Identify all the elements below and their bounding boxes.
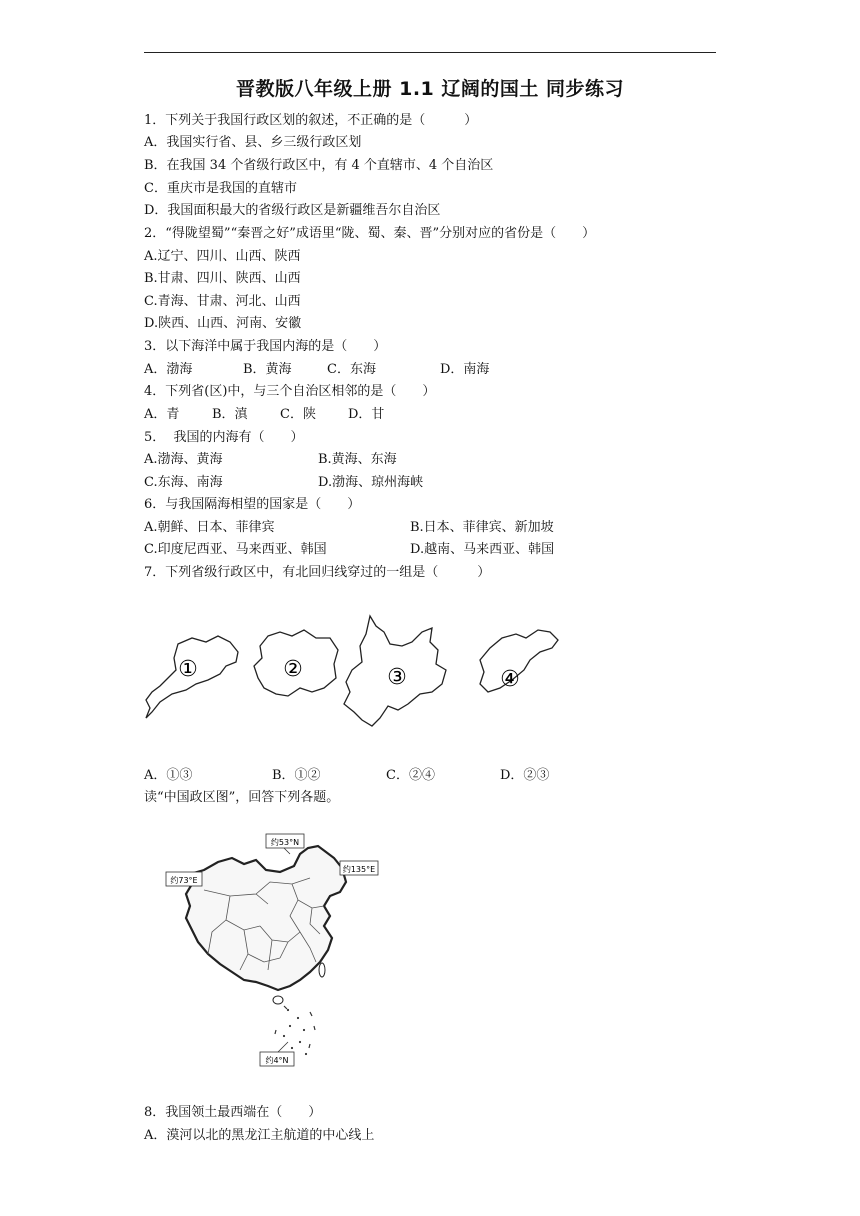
china-political-map	[160, 830, 380, 1075]
question-4-option-a[interactable]: A．青	[144, 407, 180, 422]
question-5-option-d[interactable]: D.渤海、琼州海峡	[318, 475, 424, 490]
header-rule	[144, 52, 716, 53]
page-title: 晋教版八年级上册 1.1 辽阔的国土 同步练习	[235, 78, 624, 100]
china-outline	[186, 846, 346, 990]
question-7-option-c[interactable]: C．②④	[386, 768, 435, 783]
north-latitude-label: 约53°N	[270, 838, 300, 847]
province-shape-4-label: ④	[500, 667, 520, 692]
question-5-stem: 5． 我国的内海有（ ）	[144, 430, 304, 445]
question-1-option-a[interactable]: A．我国实行省、县、乡三级行政区划	[144, 135, 362, 150]
question-6-stem: 6．与我国隔海相望的国家是（ ）	[144, 497, 361, 512]
hainan-island	[273, 996, 283, 1004]
province-shape-2-label: ②	[283, 657, 303, 682]
question-8-stem: 8．我国领土最西端在（ ）	[144, 1105, 322, 1120]
east-longitude-label: 约135°E	[342, 865, 376, 874]
question-2-stem: 2．“得陇望蜀”“秦晋之好”成语里“陇、蜀、秦、晋”分别对应的省份是（ ）	[144, 226, 596, 241]
question-5-option-a[interactable]: A.渤海、黄海	[144, 452, 223, 467]
question-3-stem: 3．以下海洋中属于我国内海的是（ ）	[144, 339, 387, 354]
west-longitude-label: 约73°E	[170, 876, 198, 885]
south-sea-islands	[283, 1009, 307, 1055]
question-3-option-c[interactable]: C．东海	[327, 362, 376, 377]
question-1-option-d[interactable]: D．我国面积最大的省级行政区是新疆维吾尔自治区	[144, 203, 441, 218]
province-shape-3-label: ③	[387, 665, 407, 690]
question-6-option-d[interactable]: D.越南、马来西亚、韩国	[410, 542, 555, 557]
question-4-stem: 4．下列省(区)中，与三个自治区相邻的是（ ）	[144, 384, 436, 399]
question-5-option-b[interactable]: B.黄海、东海	[318, 452, 397, 467]
question-4-option-c[interactable]: C．陕	[280, 407, 316, 422]
question-2-option-c[interactable]: C.青海、甘肃、河北、山西	[144, 294, 301, 309]
question-7-option-a[interactable]: A．①③	[144, 768, 193, 783]
question-1-stem: 1．下列关于我国行政区划的叙述，不正确的是（ ）	[144, 113, 478, 128]
map-intro: 读“中国政区图”，回答下列各题。	[144, 790, 340, 805]
question-7-option-d[interactable]: D．②③	[500, 768, 550, 783]
question-1-option-c[interactable]: C．重庆市是我国的直辖市	[144, 181, 297, 196]
taiwan-island	[319, 963, 325, 977]
question-7-stem: 7．下列省级行政区中，有北回归线穿过的一组是（ ）	[144, 565, 491, 580]
question-3-option-b[interactable]: B．黄海	[243, 362, 292, 377]
question-3-option-d[interactable]: D．南海	[440, 362, 490, 377]
question-7-option-b[interactable]: B．①②	[272, 768, 321, 783]
question-4-option-d[interactable]: D．甘	[348, 407, 385, 422]
question-2-option-b[interactable]: B.甘肃、四川、陕西、山西	[144, 271, 301, 286]
question-8-option-a[interactable]: A．漠河以北的黑龙江主航道的中心线上	[144, 1128, 375, 1143]
question-2-option-d[interactable]: D.陕西、山西、河南、安徽	[144, 316, 302, 331]
question-5-option-c[interactable]: C.东海、南海	[144, 475, 223, 490]
question-6-option-b[interactable]: B.日本、菲律宾、新加坡	[410, 520, 554, 535]
question-4-option-b[interactable]: B．滇	[212, 407, 248, 422]
south-latitude-label: 约4°N	[265, 1056, 289, 1065]
question-3-option-a[interactable]: A．渤海	[144, 362, 193, 377]
province-shapes-figure	[140, 608, 570, 736]
question-2-option-a[interactable]: A.辽宁、四川、山西、陕西	[144, 249, 301, 264]
nine-dash-line	[275, 1006, 315, 1055]
question-1-option-b[interactable]: B．在我国 34 个省级行政区中，有 4 个直辖市、4 个自治区	[144, 158, 494, 173]
province-shape-1-label: ①	[178, 657, 198, 682]
question-6-option-c[interactable]: C.印度尼西亚、马来西亚、韩国	[144, 542, 327, 557]
question-6-option-a[interactable]: A.朝鲜、日本、菲律宾	[144, 520, 275, 535]
